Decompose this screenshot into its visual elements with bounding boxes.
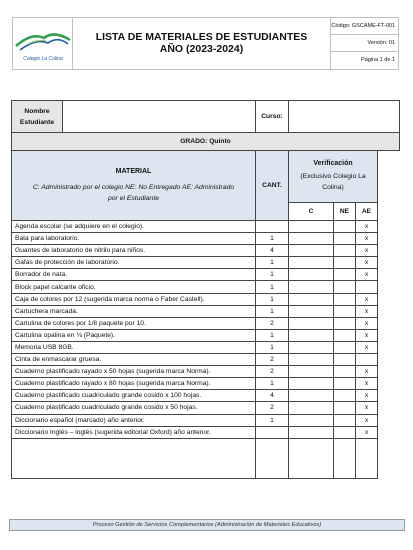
logo-hills-icon [14, 24, 72, 58]
quantity-cell: 1 [256, 281, 289, 293]
check-ae-cell[interactable]: x [356, 414, 378, 426]
table-row [12, 402, 400, 414]
quantity-cell: 4 [256, 390, 289, 402]
check-c-cell[interactable] [289, 281, 334, 293]
quantity-cell: 1 [256, 233, 289, 245]
check-ne-cell[interactable] [334, 233, 356, 245]
check-ne-cell[interactable] [334, 402, 356, 414]
quantity-cell [256, 221, 289, 233]
title-line-2: AÑO (2023-2024) [159, 43, 244, 55]
check-ae-cell[interactable] [356, 354, 378, 366]
title-line-1: LISTA DE MATERIALES DE ESTUDIANTES [95, 31, 308, 43]
check-ae-cell[interactable]: x [356, 402, 378, 414]
verification-title: Verificación [313, 160, 353, 167]
material-cell: Bata para laboratorio. [12, 233, 256, 245]
student-name-label: Nombre Estudiante [12, 101, 63, 133]
check-ae-cell[interactable]: x [356, 245, 378, 257]
blank-cell[interactable] [334, 438, 356, 478]
check-c-cell[interactable] [289, 317, 334, 329]
table-row [12, 354, 400, 366]
table-row [12, 341, 400, 353]
table-row [12, 317, 400, 329]
table-row [12, 390, 400, 402]
blank-cell[interactable] [256, 438, 289, 478]
check-c-cell[interactable] [289, 341, 334, 353]
check-ne-cell[interactable] [334, 293, 356, 305]
quantity-cell: 1 [256, 414, 289, 426]
check-ae-cell[interactable]: x [356, 390, 378, 402]
quantity-cell: 2 [256, 402, 289, 414]
material-cell: Borrador de nata. [12, 269, 256, 281]
check-ae-cell[interactable]: x [356, 329, 378, 341]
check-c-cell[interactable] [289, 354, 334, 366]
check-ne-cell[interactable] [334, 221, 356, 233]
check-c-cell[interactable] [289, 305, 334, 317]
material-cell: Cuaderno plastificado rayado x 50 hojas (sugerida marca Norma). [12, 366, 256, 378]
material-header [12, 151, 256, 221]
course-label: Curso: [256, 101, 289, 133]
material-cell: Cartuchera marcada. [12, 305, 256, 317]
material-cell: Cartulina de colores por 1/8 paquete por 10. [12, 317, 256, 329]
material-cell: Block papel calcante oficio. [12, 281, 256, 293]
quantity-cell: 1 [256, 329, 289, 341]
quantity-header: CANT. [256, 151, 289, 221]
check-ne-cell[interactable] [334, 354, 356, 366]
check-ne-cell[interactable] [334, 317, 356, 329]
document-code: Código: GSCAME-FT-001 [330, 18, 398, 35]
quantity-cell: 1 [256, 269, 289, 281]
verification-note: (Exclusivo Colegio La Colina) [300, 173, 366, 191]
material-cell: Guantes de laboratorio de nitrilo para niños. [12, 245, 256, 257]
check-ne-cell[interactable] [334, 366, 356, 378]
material-cell: Agenda escolar (se adquiere en el colegio). [12, 221, 256, 233]
table-row [12, 414, 400, 426]
check-ne-cell[interactable] [334, 281, 356, 293]
check-ne-cell[interactable] [334, 426, 356, 438]
verification-header [289, 151, 378, 203]
check-ne-cell[interactable] [334, 257, 356, 269]
check-c-cell[interactable] [289, 366, 334, 378]
table-row [12, 281, 400, 293]
blank-cell[interactable] [12, 438, 256, 478]
check-ne-cell[interactable] [334, 414, 356, 426]
material-cell: Cartulina opalina en ⅛ (Paquete). [12, 329, 256, 341]
table-row [12, 426, 400, 438]
check-ae-cell[interactable]: x [356, 317, 378, 329]
table-row [12, 221, 400, 233]
logo-text: Colegio La Colina [23, 56, 63, 62]
material-cell: Cuaderno plastificado cuadriculado grande cosido x 100 hojas. [12, 390, 256, 402]
material-cell: Caja de colores por 12 (sugerida marca norma o Faber Castell). [12, 293, 256, 305]
check-c-cell[interactable] [289, 245, 334, 257]
quantity-cell: 1 [256, 341, 289, 353]
check-c-cell[interactable] [289, 390, 334, 402]
quantity-cell: 4 [256, 245, 289, 257]
quantity-cell: 2 [256, 317, 289, 329]
student-name-field[interactable] [63, 101, 256, 133]
check-c-cell[interactable] [289, 329, 334, 341]
check-c-cell[interactable] [289, 269, 334, 281]
material-cell: Diccionario Inglés – inglés (sugerida editorial Oxford) año anterior. [12, 426, 256, 438]
blank-cell[interactable] [289, 438, 334, 478]
check-c-cell[interactable] [289, 426, 334, 438]
document-version: Versión: 01 [330, 35, 398, 52]
table-row [12, 378, 400, 390]
check-ae-cell[interactable]: x [356, 426, 378, 438]
blank-row [12, 438, 400, 478]
quantity-cell: 1 [256, 293, 289, 305]
col-ae-header: AE [356, 203, 378, 221]
table-row [12, 305, 400, 317]
quantity-cell: 1 [256, 305, 289, 317]
check-c-cell[interactable] [289, 378, 334, 390]
document-page: Página 1 de 1 [361, 57, 395, 63]
material-cell: Gafas de protección de laboratorio. [12, 257, 256, 269]
material-cell: Diccionario español (marcado) año anterior. [12, 414, 256, 426]
col-c-header: C [289, 203, 334, 221]
table-row [12, 366, 400, 378]
material-title: MATERIAL [115, 167, 152, 175]
table-row [12, 257, 400, 269]
quantity-cell: 2 [256, 366, 289, 378]
check-ae-cell[interactable]: x [356, 378, 378, 390]
blank-cell[interactable] [356, 438, 378, 478]
materials-table [11, 100, 400, 479]
check-ae-cell[interactable]: x [356, 233, 378, 245]
check-ne-cell[interactable] [334, 269, 356, 281]
check-c-cell[interactable] [289, 221, 334, 233]
check-c-cell[interactable] [289, 233, 334, 245]
material-cell: Cuaderno plastificado cuadriculado grande cosido x 50 hojas. [12, 402, 256, 414]
table-row [12, 293, 400, 305]
check-ae-cell[interactable]: x [356, 293, 378, 305]
material-cell: Cuaderno plastificado rayado x 80 hojas (sugerida marca Norma). [12, 378, 256, 390]
check-ne-cell[interactable] [334, 390, 356, 402]
check-c-cell[interactable] [289, 257, 334, 269]
check-c-cell[interactable] [289, 293, 334, 305]
check-ae-cell[interactable]: x [356, 257, 378, 269]
check-c-cell[interactable] [289, 414, 334, 426]
check-ae-cell[interactable]: x [356, 269, 378, 281]
check-ne-cell[interactable] [334, 329, 356, 341]
quantity-cell: 1 [256, 257, 289, 269]
table-row [12, 245, 400, 257]
footer-process: Proceso Gestión de Servicios Complementarios (Administración de Materiales Educativos) [9, 519, 405, 531]
check-ae-cell[interactable] [356, 281, 378, 293]
check-c-cell[interactable] [289, 402, 334, 414]
check-ne-cell[interactable] [334, 305, 356, 317]
table-row [12, 269, 400, 281]
material-legend: C: Administrado por el colegio NE: No Entregado AE: Administrado por el Estudiante [32, 183, 235, 202]
check-ne-cell[interactable] [334, 245, 356, 257]
col-ne-header: NE [334, 203, 356, 221]
check-ne-cell[interactable] [334, 378, 356, 390]
quantity-cell: 2 [256, 354, 289, 366]
quantity-cell [256, 426, 289, 438]
document-header [12, 17, 399, 70]
material-cell: Cinta de enmascarar gruesa. [12, 354, 256, 366]
check-ae-cell[interactable]: x [356, 366, 378, 378]
table-row [12, 233, 400, 245]
check-ae-cell[interactable]: x [356, 305, 378, 317]
quantity-cell: 1 [256, 378, 289, 390]
document-title [73, 18, 331, 69]
check-ae-cell[interactable]: x [356, 341, 378, 353]
check-ae-cell[interactable]: x [356, 221, 378, 233]
school-logo [13, 18, 73, 69]
table-row [12, 329, 400, 341]
course-field[interactable] [289, 101, 400, 133]
check-ne-cell[interactable] [334, 341, 356, 353]
material-cell: Memoria USB 8GB. [12, 341, 256, 353]
grade-label: GRADO: Quinto [12, 133, 400, 151]
